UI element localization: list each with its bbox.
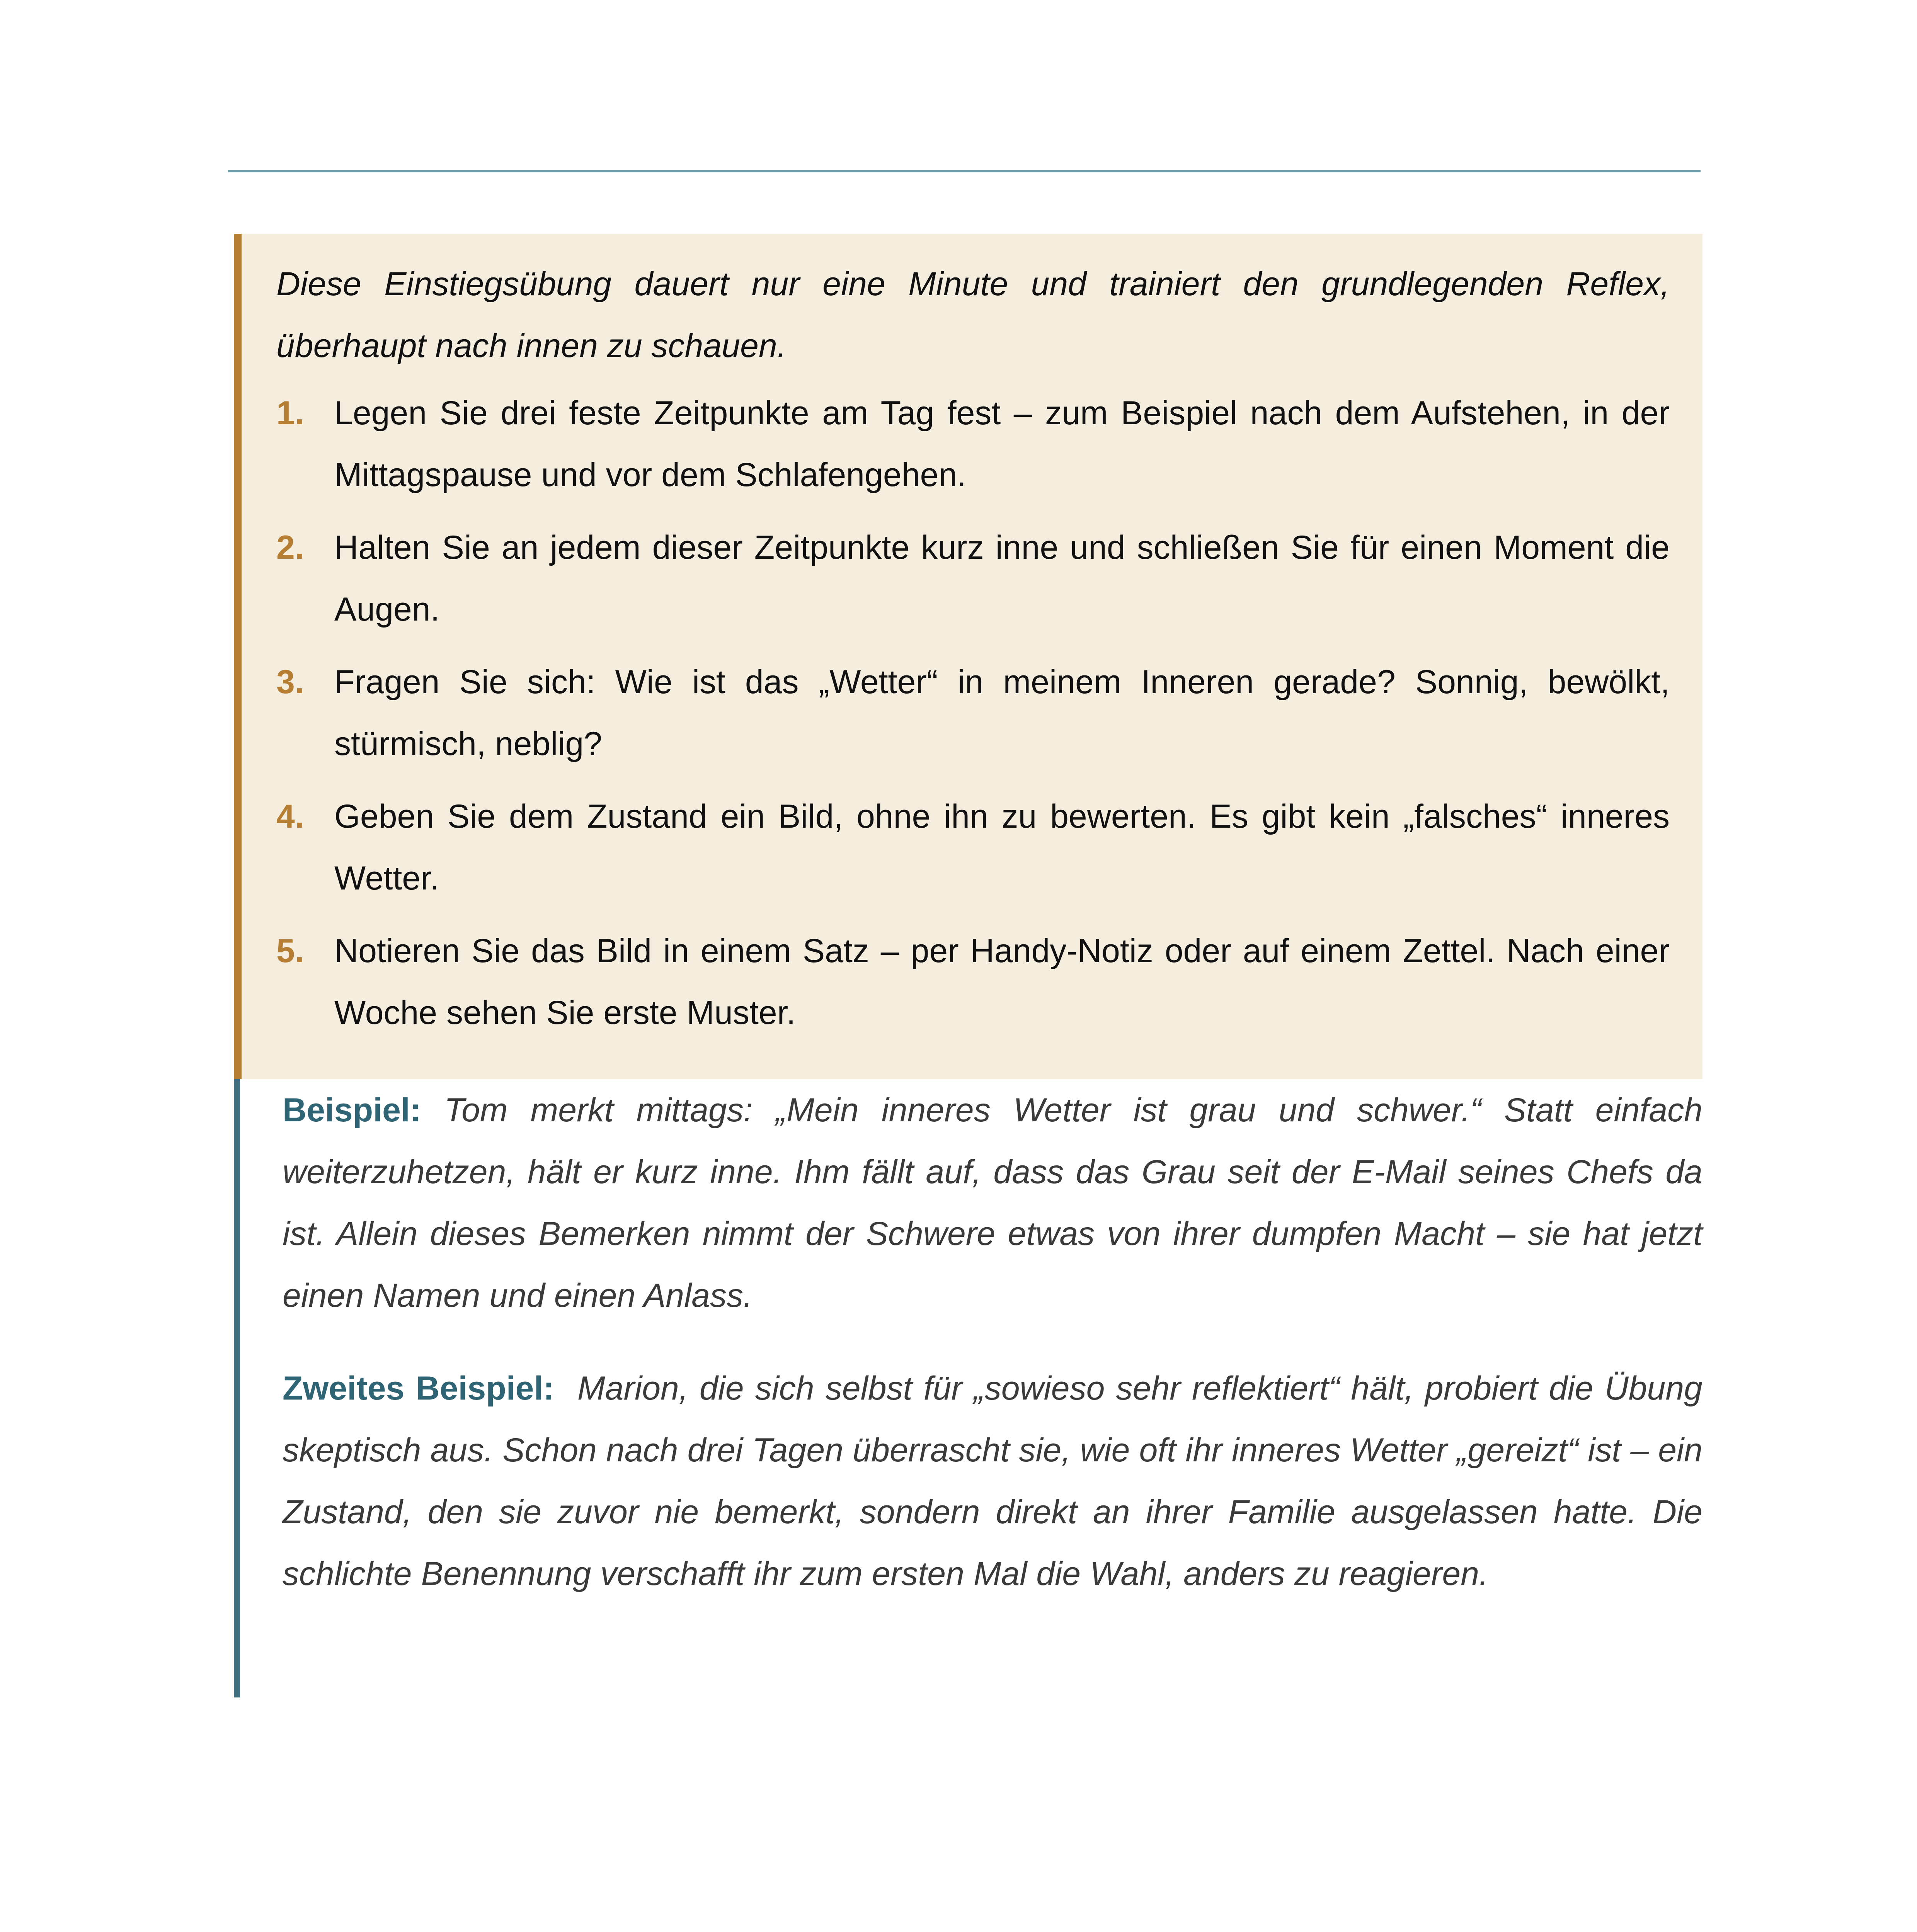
example-text: Tom merkt mittags: „Mein inneres Wetter ist grau und schwer.“ Statt einfach weiterzuhetzen, hält er kurz inne. Ihm fällt auf, dass das Grau seit der E-Mail seines Chefs da ist. Allein dieses Bemerken nimmt der Schwere etwas von ihrer dumpfen Macht – sie hat jetzt einen Namen und einen Anlass. [283,1092,1702,1314]
exercise-steps [276,382,1670,1044]
step-text: Legen Sie drei feste Zeitpunkte am Tag fest – zum Beispiel nach dem Aufstehen, in der Mittagspause und vor dem Schlafengehen. [334,395,1670,493]
example-paragraph [283,1357,1702,1605]
example-label: Beispiel: [283,1092,421,1129]
step-number: 1. [276,395,304,432]
examples-box [234,1079,1702,1697]
step-item [276,382,1670,506]
step-text: Notieren Sie das Bild in einem Satz – per Handy-Notiz oder auf einem Zettel. Nach einer Woche sehen Sie erste Muster. [334,932,1670,1031]
step-number: 4. [276,798,304,835]
step-text: Fragen Sie sich: Wie ist das „Wetter“ in meinem Inneren gerade? Sonnig, bewölkt, stürmisch, neblig? [334,663,1670,762]
step-text: Geben Sie dem Zustand ein Bild, ohne ihn zu bewerten. Es gibt kein „falsches“ inneres Wetter. [334,798,1670,897]
example-label: Zweites Beispiel: [283,1370,555,1407]
header-rule [228,170,1701,172]
step-item [276,920,1670,1044]
exercise-box [234,234,1702,1079]
step-number: 2. [276,529,304,566]
step-number: 3. [276,663,304,701]
step-item [276,786,1670,909]
step-text: Halten Sie an jedem dieser Zeitpunkte kurz inne und schließen Sie für einen Moment die Augen. [334,529,1670,628]
exercise-intro: Diese Einstiegsübung dauert nur eine Minute und trainiert den grundlegenden Reflex, überhaupt nach innen zu schauen. [276,265,1670,364]
step-item [276,517,1670,640]
step-item [276,651,1670,775]
example-paragraph [283,1079,1702,1327]
example-text: Marion, die sich selbst für „sowieso sehr reflektiert“ hält, probiert die Übung skeptisch aus. Schon nach drei Tagen überrascht sie, wie oft ihr inneres Wetter „gereizt“ ist – ein Zustand, den sie zuvor nie bemerkt, sondern direkt an ihrer Familie ausgelassen hatte. Die schlichte Benennung verschafft ihr zum ersten Mal die Wahl, anders zu reagieren. [283,1370,1702,1592]
step-number: 5. [276,932,304,969]
